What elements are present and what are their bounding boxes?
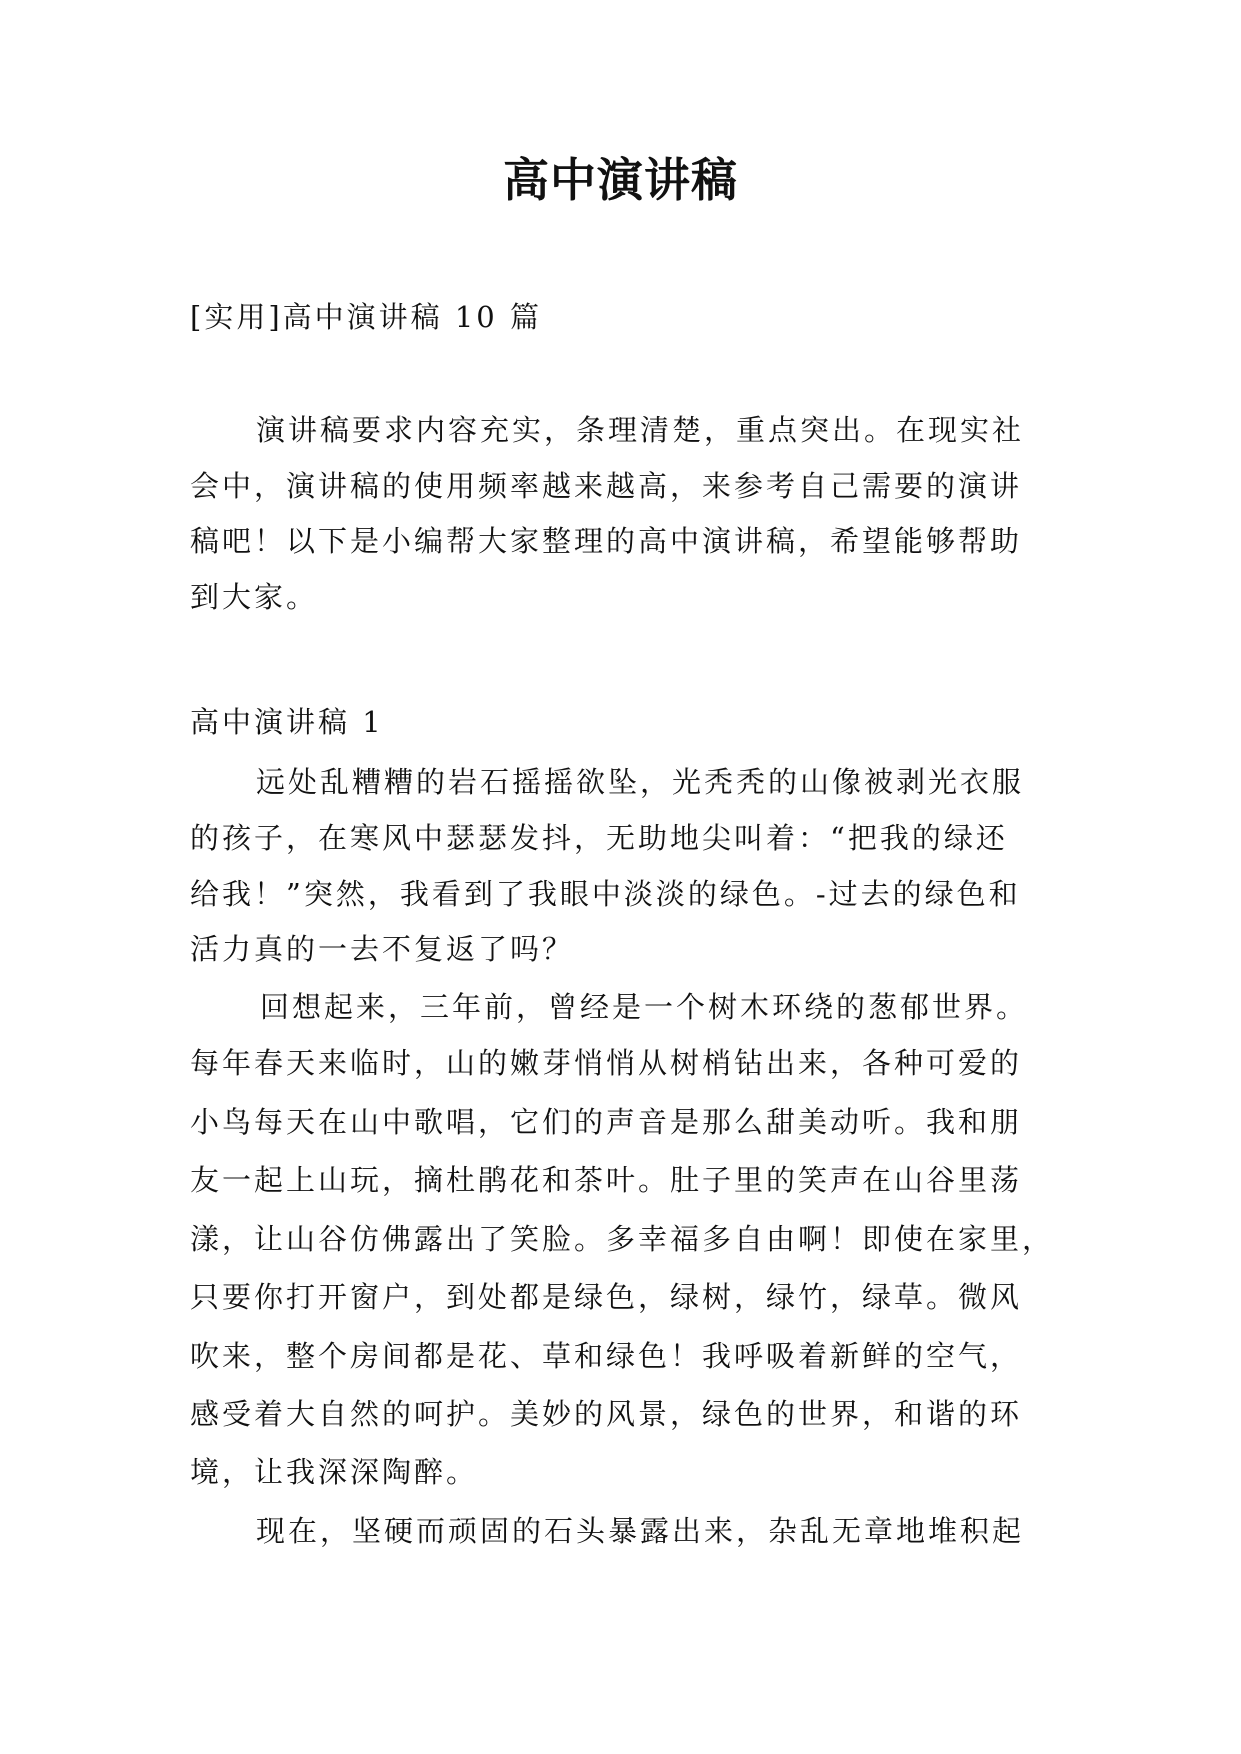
body-line: 远处乱糟糟的岩石摇摇欲坠，光秃秃的山像被剥光衣服 xyxy=(256,765,1025,799)
body-line: 境，让我深深陶醉。 xyxy=(190,1455,479,1489)
body-line: 只要你打开窗户，到处都是绿色，绿树，绿竹，绿草。微风 xyxy=(190,1280,1023,1314)
body-line: 感受着大自然的呵护。美妙的风景，绿色的世界，和谐的环 xyxy=(190,1397,1023,1431)
intro-line: 稿吧！以下是小编帮大家整理的高中演讲稿，希望能够帮助 xyxy=(190,524,1023,558)
body-line: 小鸟每天在山中歌唱，它们的声音是那么甜美动听。我和朋 xyxy=(190,1105,1023,1139)
body-line: 回想起来，三年前，曾经是一个树木环绕的葱郁世界。 xyxy=(260,990,1029,1024)
body-line: 吹来，整个房间都是花、草和绿色！我呼吸着新鲜的空气， xyxy=(190,1339,1023,1373)
body-line: 给我！”突然，我看到了我眼中淡淡的绿色。-过去的绿色和 xyxy=(190,877,1021,911)
intro-line: 演讲稿要求内容充实，条理清楚，重点突出。在现实社 xyxy=(256,413,1025,447)
body-line: 友一起上山玩，摘杜鹃花和茶叶。肚子里的笑声在山谷里荡 xyxy=(190,1163,1023,1197)
body-line: 现在，坚硬而顽固的石头暴露出来，杂乱无章地堆积起 xyxy=(256,1514,1025,1548)
document-subtitle: [实用]高中演讲稿 10 篇 xyxy=(190,300,542,334)
body-line: 漾，让山谷仿佛露出了笑脸。多幸福多自由啊！即使在家里， xyxy=(190,1222,1055,1256)
section-heading: 高中演讲稿 1 xyxy=(190,705,384,739)
intro-line: 会中，演讲稿的使用频率越来越高，来参考自己需要的演讲 xyxy=(190,469,1023,503)
intro-line: 到大家。 xyxy=(190,580,319,614)
body-line: 每年春天来临时，山的嫩芽悄悄从树梢钻出来，各种可爱的 xyxy=(190,1046,1023,1080)
document-title: 高中演讲稿 xyxy=(503,153,738,207)
body-line: 活力真的一去不复返了吗？ xyxy=(190,932,575,966)
body-line: 的孩子，在寒风中瑟瑟发抖，无助地尖叫着：“把我的绿还 xyxy=(190,821,1008,855)
